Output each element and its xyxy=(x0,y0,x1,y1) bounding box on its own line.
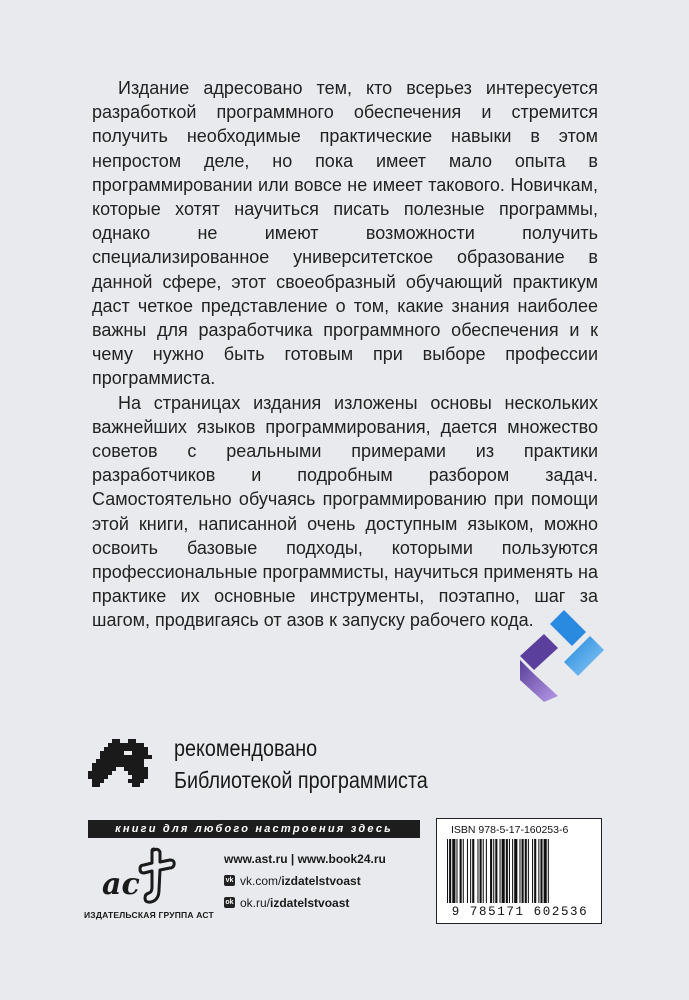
series-library-name: Библиотекой программиста xyxy=(174,767,428,793)
pixel-creature-icon xyxy=(88,739,152,795)
vk-link[interactable] xyxy=(224,874,386,888)
isbn-digits: 9 785171 602536 xyxy=(451,905,589,919)
series-badge xyxy=(88,735,448,805)
publisher-caption: ИЗДАТЕЛЬСКАЯ ГРУППА АСТ xyxy=(84,910,214,920)
blurb-paragraph-2: На страницах издания изложены основы нескольких важнейших языков программирования, дается множество советов с реальными примерами из практики разработчиков и подробным разбором задач. Самостоятельно обучаясь программированию при помощи этой книги, написанной очень доступным языком, можно освоить базовые подходы, которыми пользуются профессиональные программисты, научиться применять на практике их основные инструменты, поэтапно, шаг за шагом, продвигаясь от азов к запуску рабочего кода. xyxy=(92,392,598,631)
back-cover-blurb xyxy=(92,76,598,633)
blurb-paragraph-1: Издание адресовано тем, кто всерьез интересуется разработкой программного обеспечения и стремится получить необходимые практические навыки в этом непростом деле, но пока имеет мало опыта в программировании или вовсе не имеет такового. Новичкам, которые хотят научиться писать полезные программы, однако не имеют возможности получить специализированное университетское образование в данной сфере, этот своеобразный обучающий практикум даст четкое представление о том, какие знания наиболее важны для разработчика программного обеспечения и к чему нужно быть готовым при выборе профессии программиста. xyxy=(92,78,598,389)
barcode-image xyxy=(445,839,595,903)
ast-logo-text: ac xyxy=(102,867,140,902)
barcode-box xyxy=(436,818,602,924)
isbn-label: ISBN 978-5-17-160253-6 xyxy=(451,824,569,836)
series-recommended-text: рекомендовано xyxy=(174,735,318,761)
ok-prefix: ok.ru/ xyxy=(240,896,271,910)
ok-link[interactable] xyxy=(224,896,386,910)
vk-handle: izdatelstvoast xyxy=(281,874,361,888)
ast-publisher-logo xyxy=(96,846,182,908)
vk-prefix: vk.com/ xyxy=(240,874,282,888)
publisher-links xyxy=(224,852,386,910)
publisher-websites[interactable]: www.ast.ru | www.book24.ru xyxy=(224,852,386,866)
ok-handle: izdatelstvoast xyxy=(270,896,350,910)
ok-icon: ok xyxy=(225,899,234,906)
vk-icon: vk xyxy=(225,877,234,884)
code-brackets-icon xyxy=(516,610,606,702)
slogan-bar: книги для любого настроения здесь xyxy=(88,820,420,838)
